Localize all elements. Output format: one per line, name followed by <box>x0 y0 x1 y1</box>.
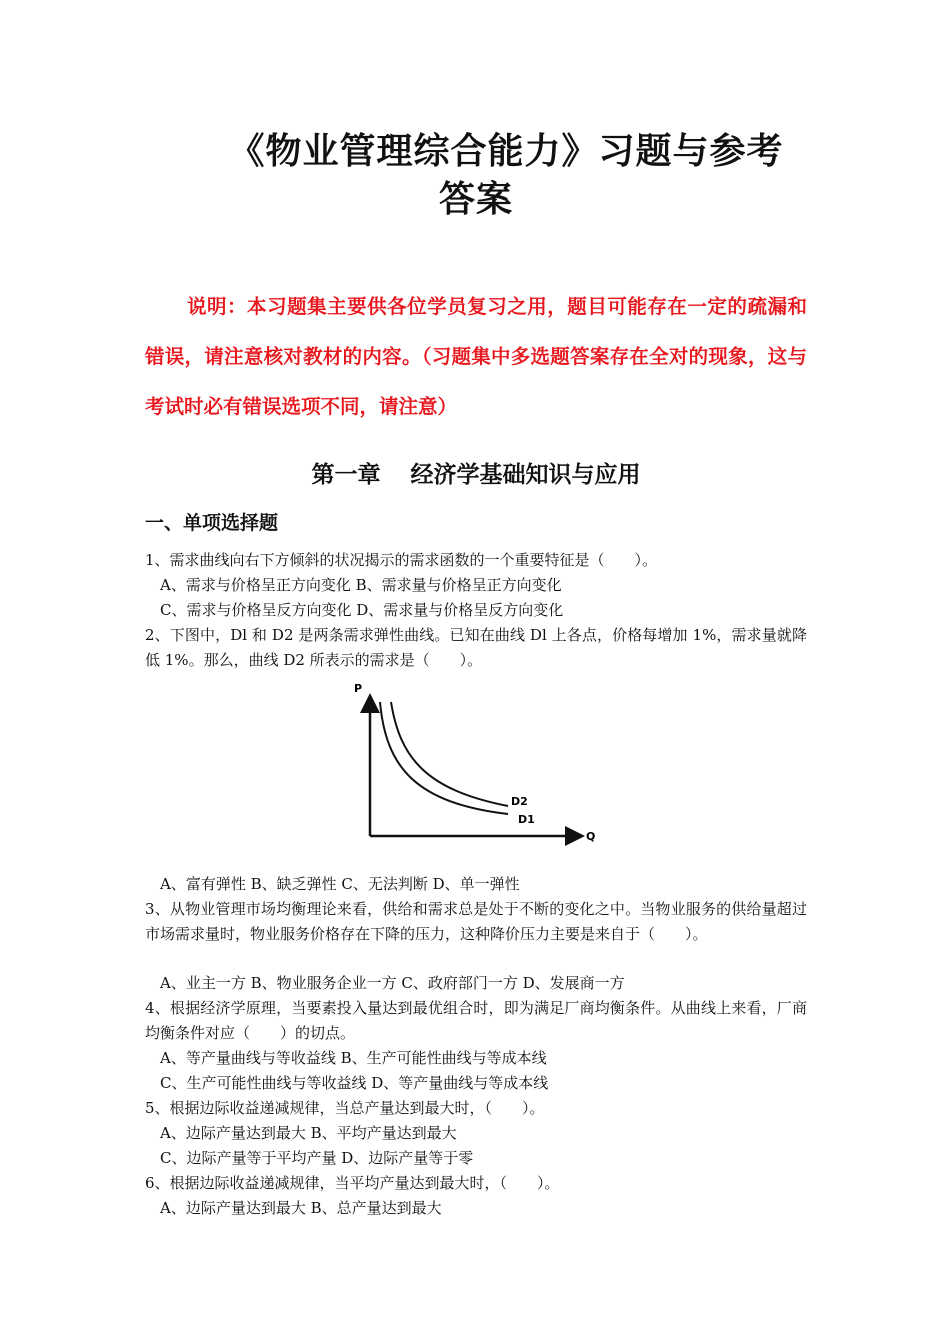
curve-d2-label: D2 <box>511 795 528 808</box>
question-5-stem: 5、根据边际收益递减规律，当总产量达到最大时，（ ）。 <box>145 1099 545 1117</box>
curve-d1 <box>380 702 508 814</box>
curve-d2 <box>391 702 508 806</box>
section-heading: 一、单项选择题 <box>145 512 279 534</box>
title-line-1: 《物业管理综合能力》习题与参考 <box>228 131 784 172</box>
question-3-options: A、业主一方 B、物业服务企业一方 C、政府部门一方 D、发展商一方 <box>160 974 625 992</box>
question-1-options-cd: C、需求与价格呈反方向变化 D、需求量与价格呈反方向变化 <box>160 601 564 619</box>
chapter-heading <box>145 456 807 489</box>
question-1-stem: 1、需求曲线向右下方倾斜的状况揭示的需求函数的一个重要特征是（ ）。 <box>145 551 658 569</box>
chapter-name: 经济学基础知识与应用 <box>410 462 641 488</box>
instruction-note: 说明：本习题集主要供各位学员复习之用，题目可能存在一定的疏漏和错误，请注意核对教材的内容。（习题集中多选题答案存在全对的现象，这与考试时必有错误选项不同，请注意） <box>145 295 807 418</box>
question-2-stem: 2、下图中，Dl 和 D2 是两条需求弹性曲线。已知在曲线 Dl 上各点，价格每增加 1%，需求量就降低 1%。那么，曲线 D2 所表示的需求是（ ）。 <box>145 626 807 669</box>
x-axis-label: Q <box>586 830 596 843</box>
question-2-options: A、富有弹性 B、缺乏弹性 C、无法判断 D、单一弹性 <box>160 875 520 893</box>
question-1-options-ab: A、需求与价格呈正方向变化 B、需求量与价格呈正方向变化 <box>160 576 562 594</box>
curve-d1-label: D1 <box>518 813 535 826</box>
question-4-options-ab: A、等产量曲线与等收益线 B、生产可能性曲线与等成本线 <box>160 1049 547 1067</box>
y-axis-label: P <box>354 682 363 695</box>
question-6-options-ab: A、边际产量达到最大 B、总产量达到最大 <box>160 1199 442 1217</box>
question-3-stem: 3、从物业管理市场均衡理论来看，供给和需求总是处于不断的变化之中。当物业服务的供给量超过市场需求量时，物业服务价格存在下降的压力，这种降价压力主要是来自于（ ）。 <box>145 900 807 943</box>
chapter-number: 第一章 <box>311 462 381 488</box>
question-4-stem: 4、根据经济学原理，当要素投入量达到最优组合时，即为满足厂商均衡条件。从曲线上来看，厂商均衡条件对应（ ）的切点。 <box>145 999 807 1042</box>
question-5-options-cd: C、边际产量等于平均产量 D、边际产量等于零 <box>160 1149 474 1167</box>
demand-elasticity-figure <box>348 678 603 850</box>
question-4-options-cd: C、生产可能性曲线与等收益线 D、等产量曲线与等成本线 <box>160 1074 549 1092</box>
document-title <box>145 128 807 224</box>
question-5-options-ab: A、边际产量达到最大 B、平均产量达到最大 <box>160 1124 457 1142</box>
question-6-stem: 6、根据边际收益递减规律，当平均产量达到最大时，（ ）。 <box>145 1174 560 1192</box>
title-line-2: 答案 <box>438 179 513 220</box>
